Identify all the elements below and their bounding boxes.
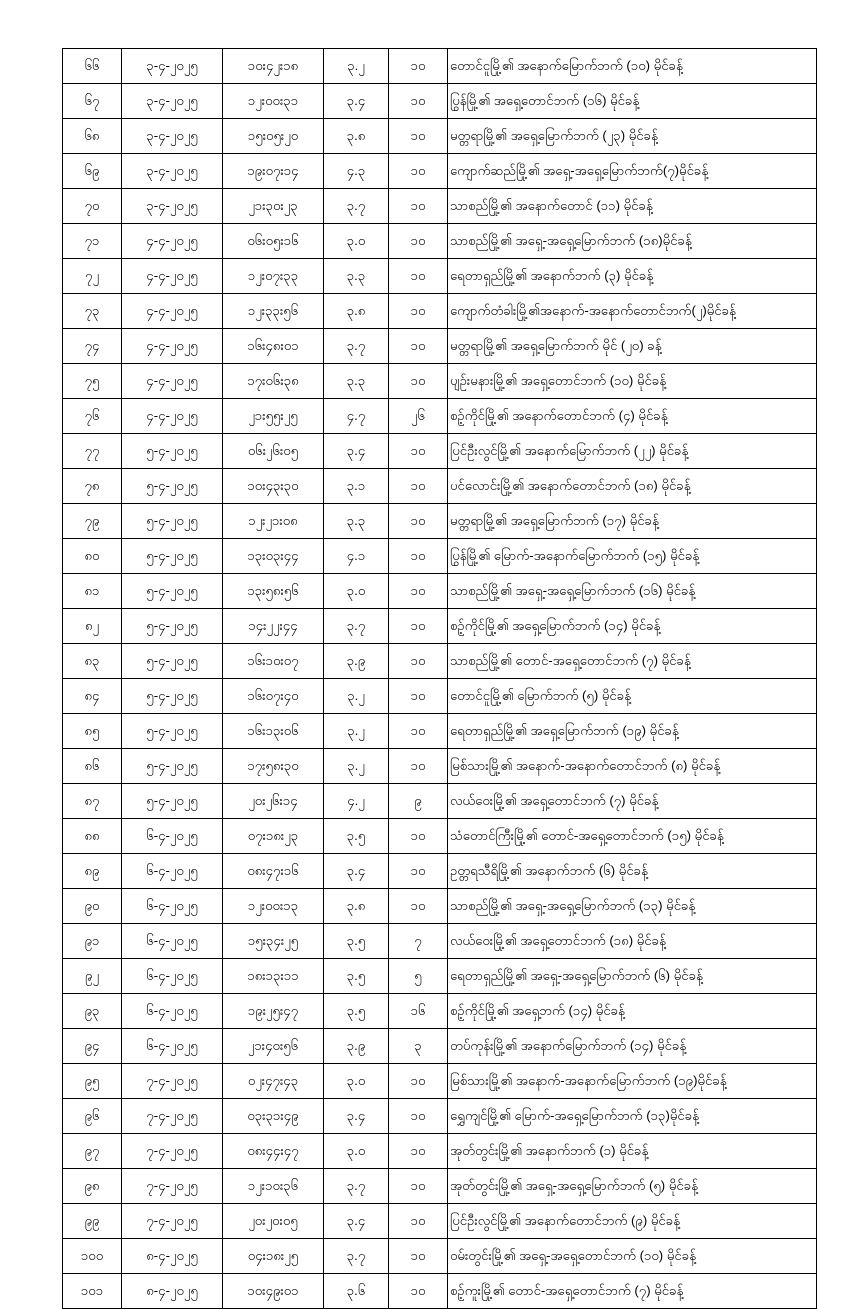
table-row <box>63 644 817 679</box>
row-location-cell: သာစည်မြို့၏ အရှေ့-အရှေ့မြောက်ဘက် (၁၆) မိုင်ခန့် <box>448 574 817 609</box>
row-depth-cell: ၁၀ <box>389 644 448 679</box>
table-row <box>63 1169 817 1204</box>
row-time-cell: ၀၆း၂၆း၀၅ <box>223 434 324 469</box>
row-time-cell: ၁၃း၅၈း၅၆ <box>223 574 324 609</box>
row-number-cell: ၈၉ <box>63 854 122 889</box>
row-depth-cell: ၁၀ <box>389 434 448 469</box>
row-time-cell: ၁၇း၅၈း၃၀ <box>223 749 324 784</box>
row-depth-cell: ၁၀ <box>389 714 448 749</box>
row-time-cell: ၂၁း၃၀း၂၃ <box>223 189 324 224</box>
row-time-cell: ၁၆း၄၈း၀၁ <box>223 329 324 364</box>
row-date-cell: ၆-၄-၂၀၂၅ <box>122 854 223 889</box>
row-number-cell: ၉၂ <box>63 959 122 994</box>
row-number-cell: ၇၈ <box>63 469 122 504</box>
row-location-cell: ပြွန်မြို့၏ အရှေ့တောင်ဘက် (၁၆) မိုင်ခန့် <box>448 84 817 119</box>
row-location-cell: မတ္တရာမြို့၏ အရှေ့မြောက်ဘက် မိုင် (၂၀) ခန့် <box>448 329 817 364</box>
row-depth-cell: ၁၀ <box>389 504 448 539</box>
row-number-cell: ၇၄ <box>63 329 122 364</box>
row-number-cell: ၁၀၀ <box>63 1239 122 1274</box>
row-time-cell: ၁၀း၄၂း၁၈ <box>223 49 324 84</box>
table-body <box>63 49 817 1309</box>
row-depth-cell: ၁၀ <box>389 294 448 329</box>
row-time-cell: ၁၆း၀၇း၄၀ <box>223 679 324 714</box>
row-date-cell: ၄-၄-၂၀၂၅ <box>122 294 223 329</box>
row-time-cell: ၁၄း၂၂း၄၄ <box>223 609 324 644</box>
row-number-cell: ၇၇ <box>63 434 122 469</box>
row-magnitude-cell: ၃.၂ <box>324 714 389 749</box>
table-row <box>63 259 817 294</box>
row-time-cell: ၀၄း၁၈း၂၅ <box>223 1239 324 1274</box>
table-row <box>63 1099 817 1134</box>
row-number-cell: ၁၀၁ <box>63 1274 122 1309</box>
row-magnitude-cell: ၃.၈ <box>324 119 389 154</box>
row-time-cell: ၁၂း၃၃း၅၆ <box>223 294 324 329</box>
row-date-cell: ၆-၄-၂၀၂၅ <box>122 819 223 854</box>
row-time-cell: ၀၃း၃၁း၄၉ <box>223 1099 324 1134</box>
row-time-cell: ၁၅း၀၅း၂၀ <box>223 119 324 154</box>
table-row <box>63 224 817 259</box>
table-row <box>63 819 817 854</box>
row-magnitude-cell: ၄.၇ <box>324 399 389 434</box>
row-depth-cell: ၁၀ <box>389 679 448 714</box>
row-date-cell: ၄-၄-၂၀၂၅ <box>122 259 223 294</box>
row-magnitude-cell: ၃.၇ <box>324 609 389 644</box>
row-date-cell: ၆-၄-၂၀၂၅ <box>122 1029 223 1064</box>
row-magnitude-cell: ၃.၀ <box>324 224 389 259</box>
row-date-cell: ၇-၄-၂၀၂၅ <box>122 1099 223 1134</box>
row-magnitude-cell: ၃.၄ <box>324 84 389 119</box>
row-magnitude-cell: ၄.၁ <box>324 539 389 574</box>
row-depth-cell: ၁၀ <box>389 539 448 574</box>
row-date-cell: ၆-၄-၂၀၂၅ <box>122 959 223 994</box>
table-row <box>63 399 817 434</box>
row-number-cell: ၉၃ <box>63 994 122 1029</box>
row-depth-cell: ၁၀ <box>389 259 448 294</box>
table-row <box>63 609 817 644</box>
row-depth-cell: ၁၀ <box>389 189 448 224</box>
row-location-cell: စဉ့်ကိုင်မြို့၏ အနောက်တောင်ဘက် (၄) မိုင်ခန့် <box>448 399 817 434</box>
table-row <box>63 294 817 329</box>
table-row <box>63 1204 817 1239</box>
row-time-cell: ၁၉း၀၇း၁၄ <box>223 154 324 189</box>
row-number-cell: ၈၁ <box>63 574 122 609</box>
row-number-cell: ၉၈ <box>63 1169 122 1204</box>
row-date-cell: ၃-၄-၂၀၂၅ <box>122 49 223 84</box>
row-number-cell: ၉၄ <box>63 1029 122 1064</box>
row-magnitude-cell: ၃.၂ <box>324 49 389 84</box>
row-depth-cell: ၅ <box>389 959 448 994</box>
row-time-cell: ၁၂း၀၀း၁၃ <box>223 889 324 924</box>
table-row <box>63 329 817 364</box>
row-location-cell: မြစ်သားမြို့၏ အနောက်-အနောက်မြောက်ဘက် (၁၉)မိုင်ခန့် <box>448 1064 817 1099</box>
table-row <box>63 1239 817 1274</box>
table-row <box>63 679 817 714</box>
row-magnitude-cell: ၃.၂ <box>324 679 389 714</box>
row-magnitude-cell: ၃.၉ <box>324 1029 389 1064</box>
row-magnitude-cell: ၃.၃ <box>324 259 389 294</box>
row-location-cell: တောင်ငူမြို့၏ မြောက်ဘက် (၅) မိုင်ခန့် <box>448 679 817 714</box>
table-row <box>63 364 817 399</box>
row-time-cell: ၂၁း၄၀း၅၆ <box>223 1029 324 1064</box>
row-number-cell: ၆၉ <box>63 154 122 189</box>
row-time-cell: ၁၆း၁၀း၀၇ <box>223 644 324 679</box>
table-row <box>63 119 817 154</box>
row-date-cell: ၅-၄-၂၀၂၅ <box>122 679 223 714</box>
row-location-cell: ရေတာရှည်မြို့၏ အရှေ့မြောက်ဘက် (၁၉) မိုင်ခန့် <box>448 714 817 749</box>
row-number-cell: ၇၉ <box>63 504 122 539</box>
row-depth-cell: ၁၀ <box>389 154 448 189</box>
row-date-cell: ၃-၄-၂၀၂၅ <box>122 154 223 189</box>
row-date-cell: ၄-၄-၂၀၂၅ <box>122 364 223 399</box>
row-location-cell: သာစည်မြို့၏ အရှေ့-အရှေ့မြောက်ဘက် (၁၃) မိုင်ခန့် <box>448 889 817 924</box>
row-time-cell: ၁၀း၄၃း၃၀ <box>223 469 324 504</box>
row-date-cell: ၅-၄-၂၀၂၅ <box>122 469 223 504</box>
row-location-cell: လယ်ဝေးမြို့၏ အရှေ့တောင်ဘက် (၇) မိုင်ခန့် <box>448 784 817 819</box>
row-time-cell: ၁၅း၃၄း၂၅ <box>223 924 324 959</box>
row-location-cell: ကျောက်ဆည်မြို့၏ အရှေ့-အရှေ့မြောက်ဘက်(၇)မိုင်ခန့် <box>448 154 817 189</box>
row-number-cell: ၈၀ <box>63 539 122 574</box>
row-magnitude-cell: ၃.၀ <box>324 1064 389 1099</box>
row-time-cell: ၁၂း၁၀း၃၆ <box>223 1169 324 1204</box>
row-number-cell: ၆၈ <box>63 119 122 154</box>
row-depth-cell: ၁၀ <box>389 1169 448 1204</box>
row-depth-cell: ၇ <box>389 924 448 959</box>
row-time-cell: ၀၆း၀၅း၁၆ <box>223 224 324 259</box>
row-date-cell: ၆-၄-၂၀၂၅ <box>122 994 223 1029</box>
table-row <box>63 1134 817 1169</box>
row-depth-cell: ၁၀ <box>389 364 448 399</box>
row-time-cell: ၀၇း၁၈း၂၃ <box>223 819 324 854</box>
row-time-cell: ၂၁း၅၅း၂၅ <box>223 399 324 434</box>
row-location-cell: အုတ်တွင်းမြို့၏ အနောက်ဘက် (၁) မိုင်ခန့် <box>448 1134 817 1169</box>
table-row <box>63 154 817 189</box>
row-date-cell: ၃-၄-၂၀၂၅ <box>122 189 223 224</box>
row-number-cell: ၆၆ <box>63 49 122 84</box>
row-date-cell: ၄-၄-၂၀၂၅ <box>122 399 223 434</box>
row-time-cell: ၀၂း၄၇း၄၃ <box>223 1064 324 1099</box>
row-location-cell: မတ္တရာမြို့၏ အရှေ့မြောက်ဘက် (၁၇) မိုင်ခန့် <box>448 504 817 539</box>
row-number-cell: ၉၅ <box>63 1064 122 1099</box>
row-depth-cell: ၃ <box>389 1029 448 1064</box>
row-magnitude-cell: ၃.၄ <box>324 1099 389 1134</box>
row-number-cell: ၇၅ <box>63 364 122 399</box>
row-date-cell: ၇-၄-၂၀၂၅ <box>122 1204 223 1239</box>
row-time-cell: ၁၃း၀၃း၄၄ <box>223 539 324 574</box>
row-depth-cell: ၁၀ <box>389 1274 448 1309</box>
table-row <box>63 1029 817 1064</box>
row-depth-cell: ၁၀ <box>389 749 448 784</box>
row-date-cell: ၆-၄-၂၀၂၅ <box>122 924 223 959</box>
row-time-cell: ၁၂း၀၀း၃၁ <box>223 84 324 119</box>
row-location-cell: မြစ်သားမြို့၏ အနောက်-အနောက်တောင်ဘက် (၈) မိုင်ခန့် <box>448 749 817 784</box>
row-depth-cell: ၁၀ <box>389 819 448 854</box>
row-date-cell: ၇-၄-၂၀၂၅ <box>122 1134 223 1169</box>
row-magnitude-cell: ၃.၃ <box>324 364 389 399</box>
row-depth-cell: ၁၀ <box>389 224 448 259</box>
table-row <box>63 84 817 119</box>
row-number-cell: ၈၆ <box>63 749 122 784</box>
row-depth-cell: ၁၀ <box>389 1239 448 1274</box>
row-depth-cell: ၁၀ <box>389 329 448 364</box>
row-location-cell: လယ်ဝေးမြို့၏ အရှေ့တောင်ဘက် (၁၈) မိုင်ခန့် <box>448 924 817 959</box>
row-magnitude-cell: ၃.၈ <box>324 294 389 329</box>
row-magnitude-cell: ၃.၉ <box>324 644 389 679</box>
row-depth-cell: ၁၆ <box>389 994 448 1029</box>
row-location-cell: သံတောင်ကြီးမြို့၏ တောင်-အရှေ့တောင်ဘက် (၁၅) မိုင်ခန့် <box>448 819 817 854</box>
table-row <box>63 889 817 924</box>
row-magnitude-cell: ၃.၂ <box>324 749 389 784</box>
table-row <box>63 504 817 539</box>
row-date-cell: ၇-၄-၂၀၂၅ <box>122 1064 223 1099</box>
row-depth-cell: ၁၀ <box>389 1099 448 1134</box>
row-magnitude-cell: ၃.၆ <box>324 1274 389 1309</box>
row-location-cell: ရေတာရှည်မြို့၏ အရှေ့-အရှေ့မြောက်ဘက် (၆) မိုင်ခန့် <box>448 959 817 994</box>
row-time-cell: ၁၂း၂၁း၀၈ <box>223 504 324 539</box>
row-date-cell: ၅-၄-၂၀၂၅ <box>122 749 223 784</box>
row-date-cell: ၇-၄-၂၀၂၅ <box>122 1169 223 1204</box>
row-depth-cell: ၁၀ <box>389 889 448 924</box>
row-location-cell: ပြွန်မြို့၏ မြောက်-အနောက်မြောက်ဘက် (၁၅) မိုင်ခန့် <box>448 539 817 574</box>
table-row <box>63 539 817 574</box>
row-magnitude-cell: ၃.၇ <box>324 329 389 364</box>
row-number-cell: ၇၃ <box>63 294 122 329</box>
row-location-cell: ပြင်ဦးလွင်မြို့၏ အနောက်တောင်ဘက် (၉) မိုင်ခန့် <box>448 1204 817 1239</box>
row-depth-cell: ၁၀ <box>389 49 448 84</box>
row-magnitude-cell: ၃.၈ <box>324 889 389 924</box>
row-location-cell: စဉ့်ကူးမြို့၏ တောင်-အရှေ့တောင်ဘက် (၇) မိုင်ခန့် <box>448 1274 817 1309</box>
row-time-cell: ၁၉း၂၅း၄၇ <box>223 994 324 1029</box>
row-magnitude-cell: ၃.၄ <box>324 1204 389 1239</box>
row-date-cell: ၅-၄-၂၀၂၅ <box>122 434 223 469</box>
table-row <box>63 434 817 469</box>
row-depth-cell: ၂၆ <box>389 399 448 434</box>
row-magnitude-cell: ၃.၁ <box>324 469 389 504</box>
table-row <box>63 714 817 749</box>
row-date-cell: ၃-၄-၂၀၂၅ <box>122 119 223 154</box>
row-number-cell: ၈၄ <box>63 679 122 714</box>
earthquake-table <box>62 48 817 1309</box>
row-magnitude-cell: ၃.၅ <box>324 924 389 959</box>
row-number-cell: ၇၆ <box>63 399 122 434</box>
row-date-cell: ၅-၄-၂၀၂၅ <box>122 644 223 679</box>
row-date-cell: ၃-၄-၂၀၂၅ <box>122 84 223 119</box>
row-depth-cell: ၁၀ <box>389 84 448 119</box>
row-location-cell: ရွှေကျင်မြို့၏ မြောက်-အရှေ့မြောက်ဘက် (၁၃)မိုင်ခန့် <box>448 1099 817 1134</box>
row-location-cell: သာစည်မြို့၏ အရှေ့-အရှေ့မြောက်ဘက် (၁၈)မိုင်ခန့် <box>448 224 817 259</box>
row-magnitude-cell: ၃.၀ <box>324 574 389 609</box>
row-depth-cell: ၁၀ <box>389 609 448 644</box>
row-location-cell: စဉ့်ကိုင်မြို့၏ အရှေ့မြောက်ဘက် (၁၄) မိုင်ခန့် <box>448 609 817 644</box>
row-number-cell: ၉၁ <box>63 924 122 959</box>
row-date-cell: ၅-၄-၂၀၂၅ <box>122 539 223 574</box>
table-row <box>63 854 817 889</box>
row-magnitude-cell: ၃.၇ <box>324 1239 389 1274</box>
row-date-cell: ၈-၄-၂၀၂၅ <box>122 1239 223 1274</box>
row-date-cell: ၅-၄-၂၀၂၅ <box>122 784 223 819</box>
row-location-cell: တောင်ငူမြို့၏ အနောက်မြောက်ဘက် (၁၀) မိုင်ခန့် <box>448 49 817 84</box>
row-time-cell: ၁၆း၁၃း၀၆ <box>223 714 324 749</box>
row-date-cell: ၅-၄-၂၀၂၅ <box>122 504 223 539</box>
row-magnitude-cell: ၃.၅ <box>324 959 389 994</box>
row-date-cell: ၅-၄-၂၀၂၅ <box>122 714 223 749</box>
row-magnitude-cell: ၃.၀ <box>324 1134 389 1169</box>
row-location-cell: သာစည်မြို့၏ အနောက်တောင် (၁၁) မိုင်ခန့် <box>448 189 817 224</box>
row-location-cell: အုတ်တွင်းမြို့၏ အရှေ့-အရှေ့မြောက်ဘက် (၅) မိုင်ခန့် <box>448 1169 817 1204</box>
row-number-cell: ၈၈ <box>63 819 122 854</box>
row-magnitude-cell: ၃.၃ <box>324 504 389 539</box>
row-location-cell: ပြင်ဦးလွင်မြို့၏ အနောက်မြောက်ဘက် (၂၂) မိုင်ခန့် <box>448 434 817 469</box>
row-depth-cell: ၁၀ <box>389 119 448 154</box>
row-time-cell: ၁၇း၀၆း၃၈ <box>223 364 324 399</box>
row-magnitude-cell: ၄.၂ <box>324 784 389 819</box>
row-date-cell: ၄-၄-၂၀၂၅ <box>122 329 223 364</box>
row-number-cell: ၆၇ <box>63 84 122 119</box>
row-depth-cell: ၉ <box>389 784 448 819</box>
row-time-cell: ၁၀း၄၉း၀၁ <box>223 1274 324 1309</box>
row-location-cell: ဝမ်းတွင်းမြို့၏ အရှေ့-အရှေ့တောင်ဘက် (၁၀) မိုင်ခန့် <box>448 1239 817 1274</box>
row-number-cell: ၉၀ <box>63 889 122 924</box>
row-magnitude-cell: ၃.၄ <box>324 434 389 469</box>
row-number-cell: ၉၇ <box>63 1134 122 1169</box>
table-row <box>63 49 817 84</box>
table-row <box>63 1064 817 1099</box>
row-location-cell: တပ်ကုန်းမြို့၏ အနောက်မြောက်ဘက် (၁၄) မိုင်ခန့် <box>448 1029 817 1064</box>
row-magnitude-cell: ၃.၅ <box>324 819 389 854</box>
row-time-cell: ၀၈း၄၄း၄၇ <box>223 1134 324 1169</box>
row-time-cell: ၁၂း၀၇း၃၃ <box>223 259 324 294</box>
row-location-cell: ပျဉ်းမနားမြို့၏ အရှေ့တောင်ဘက် (၁၀) မိုင်ခန့် <box>448 364 817 399</box>
row-time-cell: ၂၀း၂၀း၀၅ <box>223 1204 324 1239</box>
row-magnitude-cell: ၃.၄ <box>324 854 389 889</box>
row-number-cell: ၉၆ <box>63 1099 122 1134</box>
row-depth-cell: ၁၀ <box>389 1064 448 1099</box>
row-location-cell: မတ္တရာမြို့၏ အရှေ့မြောက်ဘက် (၂၃) မိုင်ခန့် <box>448 119 817 154</box>
row-location-cell: ဥတ္တရသီရိမြို့၏ အနောက်ဘက် (၆) မိုင်ခန့် <box>448 854 817 889</box>
table-row <box>63 469 817 504</box>
row-number-cell: ၇၁ <box>63 224 122 259</box>
table-row <box>63 784 817 819</box>
row-number-cell: ၈၃ <box>63 644 122 679</box>
row-number-cell: ၇၀ <box>63 189 122 224</box>
row-location-cell: ကျောက်တံခါးမြို့၏အနောက်-အနောက်တောင်ဘက်(၂)မိုင်ခန့် <box>448 294 817 329</box>
row-location-cell: ပင်လောင်းမြို့၏ အနောက်တောင်ဘက် (၁၈) မိုင်ခန့် <box>448 469 817 504</box>
row-magnitude-cell: ၃.၇ <box>324 1169 389 1204</box>
row-date-cell: ၅-၄-၂၀၂၅ <box>122 609 223 644</box>
row-depth-cell: ၁၀ <box>389 854 448 889</box>
row-depth-cell: ၁၀ <box>389 1204 448 1239</box>
row-depth-cell: ၁၀ <box>389 469 448 504</box>
row-date-cell: ၆-၄-၂၀၂၅ <box>122 889 223 924</box>
table-row <box>63 749 817 784</box>
table-row <box>63 574 817 609</box>
row-number-cell: ၈၂ <box>63 609 122 644</box>
table-row <box>63 924 817 959</box>
row-magnitude-cell: ၄.၃ <box>324 154 389 189</box>
table-row <box>63 189 817 224</box>
row-number-cell: ၈၇ <box>63 784 122 819</box>
table-row <box>63 959 817 994</box>
row-number-cell: ၉၉ <box>63 1204 122 1239</box>
row-time-cell: ၂၀း၂၆း၁၄ <box>223 784 324 819</box>
table-row <box>63 1274 817 1309</box>
row-time-cell: ၀၈း၄၇း၁၆ <box>223 854 324 889</box>
table-row <box>63 994 817 1029</box>
row-location-cell: စဉ့်ကိုင်မြို့၏ အရှေ့ဘက် (၁၄) မိုင်ခန့် <box>448 994 817 1029</box>
row-time-cell: ၁၈း၁၃း၁၁ <box>223 959 324 994</box>
row-number-cell: ၈၅ <box>63 714 122 749</box>
row-date-cell: ၄-၄-၂၀၂၅ <box>122 224 223 259</box>
row-magnitude-cell: ၃.၅ <box>324 994 389 1029</box>
row-location-cell: ရေတာရှည်မြို့၏ အနောက်ဘက် (၃) မိုင်ခန့် <box>448 259 817 294</box>
row-number-cell: ၇၂ <box>63 259 122 294</box>
row-depth-cell: ၁၀ <box>389 1134 448 1169</box>
row-location-cell: သာစည်မြို့၏ တောင်-အရှေ့တောင်ဘက် (၇) မိုင်ခန့် <box>448 644 817 679</box>
row-date-cell: ၅-၄-၂၀၂၅ <box>122 574 223 609</box>
row-magnitude-cell: ၃.၇ <box>324 189 389 224</box>
row-date-cell: ၈-၄-၂၀၂၅ <box>122 1274 223 1309</box>
row-depth-cell: ၁၀ <box>389 574 448 609</box>
